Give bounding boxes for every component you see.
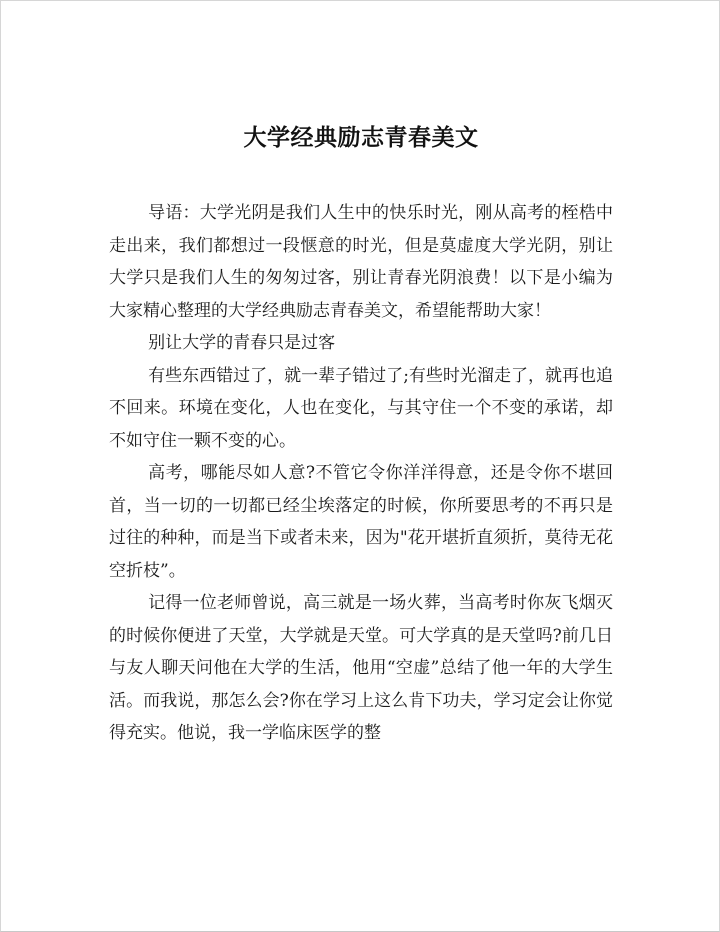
body-paragraph: 记得一位老师曾说，高三就是一场火葬，当高考时你灰飞烟灭的时候你便进了天堂，大学就是天堂。可大学真的是天堂吗?前几日与友人聊天问他在大学的生活，他用“空虚”总结了他一年的大学生活。而我说，那怎么会?你在学习上这么肯下功夫，学习定会让你觉得充实。他说，我一学临床医学的整 bbox=[109, 593, 613, 743]
section-heading: 别让大学的青春只是过客 bbox=[148, 333, 336, 353]
body-paragraph: 有些东西错过了，就一辈子错过了;有些时光溜走了，就再也追不回来。环境在变化，人也在变化，与其守住一个不变的承诺，却不如守住一颗不变的心。 bbox=[109, 365, 613, 451]
body-paragraph: 高考，哪能尽如人意?不管它令你洋洋得意，还是令你不堪回首，当一切的一切都已经尘埃落定的时候，你所要思考的不再只是过往的种种，而是当下或者未来，因为"花开堪折直须折，莫待无花空折枝”。 bbox=[109, 463, 613, 581]
document-body bbox=[109, 197, 613, 750]
intro-paragraph: 导语：大学光阴是我们人生中的快乐时光，刚从高考的桎梏中走出来，我们都想过一段惬意的时光，但是莫虚度大学光阴，别让大学只是我们人生的匆匆过客，别让青春光阴浪费！以下是小编为大家精心整理的大学经典励志青春美文，希望能帮助大家！ bbox=[109, 203, 613, 321]
document-title: 大学经典励志青春美文 bbox=[243, 125, 479, 151]
